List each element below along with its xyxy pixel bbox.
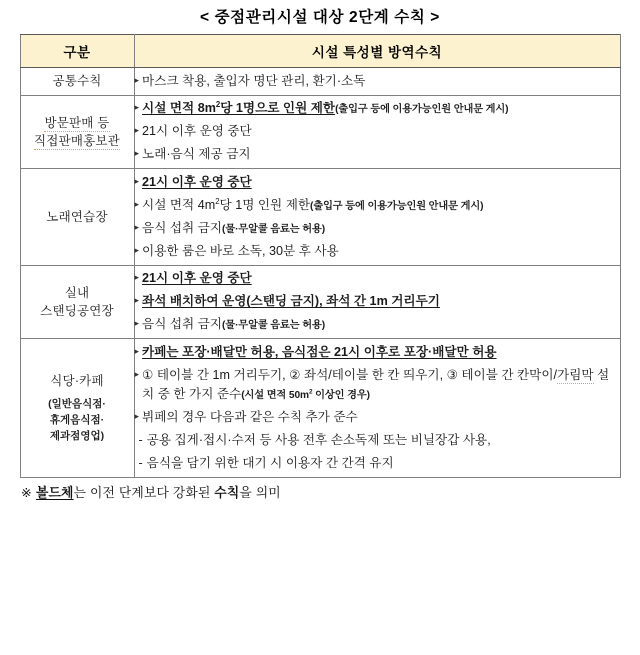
rule-text: 노래·음식 제공 금지 bbox=[142, 147, 251, 162]
category-label: 공통수칙 bbox=[52, 74, 102, 89]
column-header-rules: 시설 특성별 방역수칙 bbox=[134, 35, 620, 68]
table-row bbox=[20, 339, 620, 478]
category-cell bbox=[20, 339, 134, 478]
rule-item bbox=[135, 408, 620, 428]
rule-item bbox=[135, 145, 620, 165]
triangle-bullet-icon: ▸ bbox=[134, 318, 140, 329]
rule-text: 마스크 착용, 출입자 명단 관리, 환기·소독 bbox=[142, 73, 366, 88]
triangle-bullet-icon: ▸ bbox=[134, 345, 140, 356]
category-cell bbox=[20, 265, 134, 339]
category-cell bbox=[20, 95, 134, 169]
rules-cell bbox=[134, 265, 620, 339]
category-label: 방문판매 등 직접판매홍보관 bbox=[34, 115, 120, 148]
footnote-bold-term: 볼드체 bbox=[35, 485, 74, 501]
category-label: 노래연습장 bbox=[46, 209, 108, 224]
rule-item bbox=[135, 219, 620, 239]
rule-text: 21시 이후 운영 중단 bbox=[142, 124, 252, 139]
triangle-bullet-icon: ▸ bbox=[134, 272, 140, 283]
triangle-bullet-icon: ▸ bbox=[134, 411, 140, 422]
rule-item bbox=[135, 122, 620, 142]
category-cell bbox=[20, 68, 134, 96]
table-row bbox=[20, 265, 620, 339]
table-header bbox=[20, 35, 620, 68]
footnote-middle-text: 는 이전 단계보다 강화된 bbox=[73, 485, 215, 501]
rule-item bbox=[135, 242, 620, 262]
footnote bbox=[19, 482, 621, 501]
triangle-bullet-icon: ▸ bbox=[134, 102, 140, 113]
footnote-mark: ※ bbox=[21, 485, 32, 501]
table-row bbox=[20, 68, 620, 96]
rule-item bbox=[135, 366, 620, 405]
rule-text: 좌석 배치하여 운영(스탠딩 금지), 좌석 간 1m 거리두기 bbox=[142, 294, 440, 309]
dash-marker-icon: - bbox=[138, 456, 143, 471]
rule-item bbox=[135, 173, 620, 193]
rule-item bbox=[135, 99, 620, 119]
page-title: < 중점관리시설 대상 2단계 수칙 > bbox=[200, 9, 440, 26]
column-header-division: 구분 bbox=[20, 35, 134, 68]
rules-cell bbox=[134, 169, 620, 266]
table-body bbox=[20, 68, 620, 478]
rule-text: 이용한 룸은 바로 소독, 30분 후 사용 bbox=[142, 243, 339, 258]
triangle-bullet-icon: ▸ bbox=[134, 175, 140, 186]
rule-item bbox=[135, 269, 620, 289]
category-label: 실내 스탠딩공연장 bbox=[40, 285, 114, 318]
triangle-bullet-icon: ▸ bbox=[134, 244, 140, 255]
rule-text: 21시 이후 운영 중단 bbox=[142, 271, 252, 286]
triangle-bullet-icon: ▸ bbox=[134, 368, 140, 379]
triangle-bullet-icon: ▸ bbox=[134, 125, 140, 136]
triangle-bullet-icon: ▸ bbox=[134, 148, 140, 159]
rule-text: 음식 섭취 금지(물·무알콜 음료는 허용) bbox=[142, 317, 326, 332]
rule-item bbox=[135, 315, 620, 335]
triangle-bullet-icon: ▸ bbox=[134, 221, 140, 232]
table-row bbox=[20, 95, 620, 169]
triangle-bullet-icon: ▸ bbox=[134, 198, 140, 209]
rule-item bbox=[135, 72, 620, 92]
rule-item bbox=[135, 431, 620, 451]
rule-text: 카페는 포장·배달만 허용, 음식점은 21시 이후로 포장·배달만 허용 bbox=[142, 344, 497, 359]
rule-text: ① 테이블 간 1m 거리두기, ② 좌석/테이블 한 칸 띄우기, ③ 테이블 간 칸막이/가림막 설치 중 한 가지 준수(시설 면적 $50m^2$ 이상인 경우) bbox=[142, 367, 610, 402]
footnote-tail-text: 을 의미 bbox=[239, 485, 281, 501]
triangle-bullet-icon: ▸ bbox=[134, 74, 140, 85]
rule-item bbox=[135, 292, 620, 312]
rule-item bbox=[135, 454, 620, 474]
table-header-row bbox=[20, 35, 620, 68]
rule-text: 음식 섭취 금지(물·무알콜 음료는 허용) bbox=[142, 220, 326, 235]
rule-text: 뷔페의 경우 다음과 같은 수칙 추가 준수 bbox=[142, 410, 358, 425]
footnote-bold-term-2: 수칙 bbox=[214, 485, 240, 501]
rules-cell bbox=[134, 95, 620, 169]
rule-item bbox=[135, 196, 620, 216]
category-cell bbox=[20, 169, 134, 266]
rules-cell bbox=[134, 339, 620, 478]
category-label: 식당·카페 bbox=[50, 374, 104, 389]
triangle-bullet-icon: ▸ bbox=[134, 295, 140, 306]
covid-rules-table bbox=[20, 34, 621, 478]
rule-text: 시설 면적 $4m^2$당 1명 인원 제한(출입구 등에 이용가능인원 안내문 게시) bbox=[142, 196, 484, 212]
rule-text: 공용 집게·접시·수저 등 사용 전후 손소독제 또는 비닐장갑 사용, bbox=[146, 433, 491, 448]
category-sublabel: (일반음식점· 휴게음식점· 제과점영업) bbox=[48, 398, 106, 442]
dash-marker-icon: - bbox=[138, 433, 143, 448]
rules-cell bbox=[134, 68, 620, 96]
rule-text: 시설 면적 $8m^2$당 1명으로 인원 제한(출입구 등에 이용가능인원 안내문 게시) bbox=[142, 99, 509, 116]
rule-text: 21시 이후 운영 중단 bbox=[142, 174, 252, 189]
rule-text: 음식을 담기 위한 대기 시 이용자 간 간격 유지 bbox=[146, 456, 394, 471]
table-row bbox=[20, 169, 620, 266]
rule-item bbox=[135, 343, 620, 363]
